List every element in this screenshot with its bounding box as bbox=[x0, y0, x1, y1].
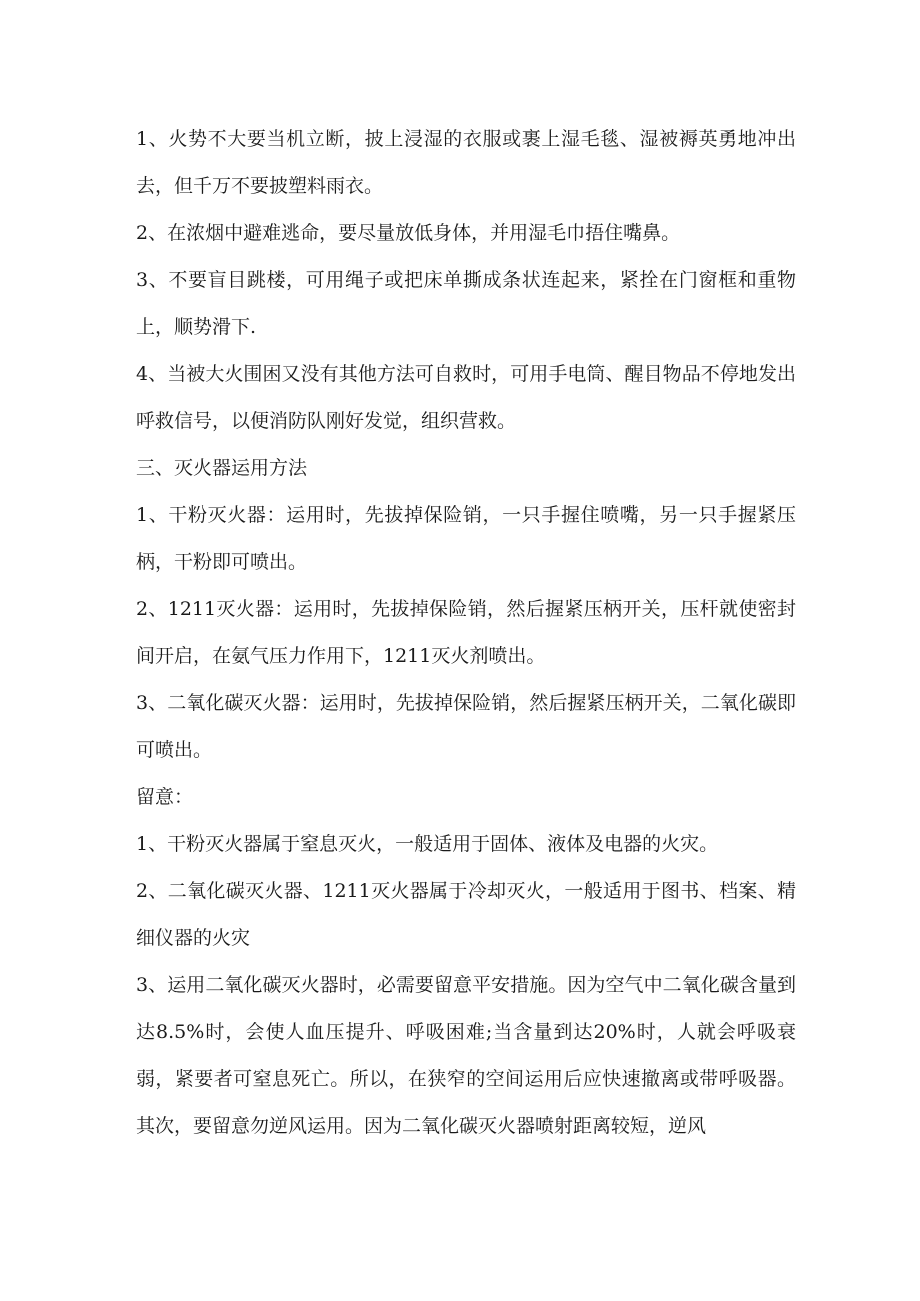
document-body bbox=[136, 116, 796, 1150]
paragraph-note-2: 2、二氧化碳灭火器、1211灭火器属于冷却灭火，一般适用于图书、档案、精细仪器的火灾 bbox=[136, 880, 796, 949]
paragraph-1211-extinguisher: 2、1211灭火器：运用时，先拔掉保险销，然后握紧压柄开关，压杆就使密封间开启，在氨气压力作用下，1211灭火剂喷出。 bbox=[136, 598, 796, 667]
paragraph-escape-tip-1: 1、火势不大要当机立断，披上浸湿的衣服或裹上湿毛毯、湿被褥英勇地冲出去，但千万不要披塑料雨衣。 bbox=[136, 128, 796, 197]
section-heading-extinguisher-usage: 三、灭火器运用方法 bbox=[136, 457, 308, 479]
paragraph-escape-tip-3: 3、不要盲目跳楼，可用绳子或把床单撕成条状连起来，紧拴在门窗框和重物上，顺势滑下. bbox=[136, 269, 796, 338]
notes-heading: 留意： bbox=[136, 786, 194, 808]
paragraph-co2-extinguisher: 3、二氧化碳灭火器：运用时，先拔掉保险销，然后握紧压柄开关，二氧化碳即可喷出。 bbox=[136, 692, 796, 761]
paragraph-note-1: 1、干粉灭火器属于窒息灭火，一般适用于固体、液体及电器的火灾。 bbox=[136, 833, 719, 855]
paragraph-dry-powder-extinguisher: 1、干粉灭火器：运用时，先拔掉保险销，一只手握住喷嘴，另一只手握紧压柄，干粉即可喷出。 bbox=[136, 504, 796, 573]
paragraph-escape-tip-2: 2、在浓烟中避难逃命，要尽量放低身体，并用湿毛巾捂住嘴鼻。 bbox=[136, 222, 681, 244]
paragraph-note-3: 3、运用二氧化碳灭火器时，必需要留意平安措施。因为空气中二氧化碳含量到达8.5%时，会使人血压提升、呼吸困难;当含量到达20%时，人就会呼吸衰弱，紧要者可窒息死亡。所以，在狭窄的空间运用后应快速撤离或带呼吸器。其次，要留意勿逆风运用。因为二氧化碳灭火器喷射距离较短，逆风 bbox=[136, 974, 796, 1137]
paragraph-escape-tip-4: 4、当被大火围困又没有其他方法可自救时，可用手电筒、醒目物品不停地发出呼救信号，以便消防队刚好发觉，组织营救。 bbox=[136, 363, 796, 432]
